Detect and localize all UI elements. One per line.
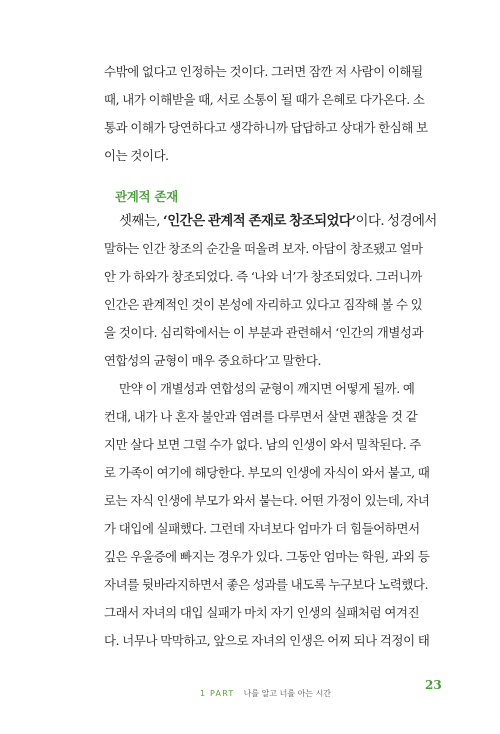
page-number: 23	[425, 678, 442, 692]
body-paragraph-3	[104, 382, 440, 662]
lead-bold-statement: ‘인간은 관계적 존재로 창조되었다’	[163, 213, 356, 229]
footer-part-label: 1 PART	[200, 689, 235, 698]
paragraph-line: 로는 자식 인생에 부모가 와서 붙는다. 어떤 가정이 있는데, 자녀	[104, 493, 430, 508]
paragraph-line: 안 가 하와가 창조되었다. 즉 ‘나와 너’가 창조되었다. 그러니까	[104, 269, 422, 284]
paragraph-line: 컨대, 내가 나 혼자 불안과 염려를 다루면서 살면 괜찮을 것 같	[104, 409, 418, 424]
paragraph-line: 자녀를 뒷바라지하면서 좋은 성과를 내도록 누구보다 노력했다.	[104, 577, 429, 592]
lead-suffix: 이다. 성경에서	[355, 214, 437, 229]
lead-line	[104, 214, 440, 228]
paragraph-line: 이는 것이다.	[104, 148, 169, 163]
paragraph-line: 만약 이 개별성과 연합성의 균형이 깨지면 어떻게 될까. 예	[119, 381, 415, 396]
paragraph-line: 로 가족이 여기에 해당한다. 부모의 인생에 자식이 와서 붙고, 때	[104, 465, 430, 480]
paragraph-line: 깊은 우울증에 빠지는 경우가 있다. 그동안 엄마는 학원, 과외 등	[104, 549, 430, 564]
paragraph-line: 지만 살다 보면 그럴 수가 없다. 남의 인생이 와서 밀착된다. 주	[104, 437, 421, 452]
paragraph-line: 그래서 자녀의 대입 실패가 마치 자기 인생의 실패처럼 여겨진	[104, 605, 420, 620]
paragraph-line: 통과 이해가 당연하다고 생각하니까 답답하고 상대가 한심해 보	[104, 120, 428, 135]
paragraph-line: 을 것이다. 심리학에서는 이 부분과 관련해서 ‘인간의 개별성과	[104, 325, 424, 340]
section-heading: 관계적 존재	[115, 189, 178, 204]
body-paragraph-1	[104, 65, 440, 177]
paragraph-line: 수밖에 없다고 인정하는 것이다. 그러면 잠깐 저 사람이 이해될	[104, 64, 423, 79]
body-paragraph-2	[104, 214, 440, 382]
paragraph-line: 때, 내가 이해받을 때, 서로 소통이 될 때가 은혜로 다가온다. 소	[104, 92, 425, 107]
footer-part-title: 나를 알고 너를 아는 시간	[243, 689, 332, 698]
paragraph-line: 연합성의 균형이 매우 중요하다’고 말한다.	[104, 353, 322, 368]
paragraph-line: 다. 너무나 막막하고, 앞으로 자녀의 인생은 어찌 되나 걱정이 태	[104, 633, 430, 648]
paragraph-line: 인간은 관계적인 것이 본성에 자리하고 있다고 짐작해 볼 수 있	[104, 297, 423, 312]
running-footer	[200, 681, 332, 698]
lead-prefix: 셋째는,	[119, 214, 164, 229]
paragraph-line: 말하는 인간 창조의 순간을 떠올려 보자. 아담이 창조됐고 얼마	[104, 241, 423, 256]
paragraph-line: 가 대입에 실패했다. 그런데 자녀보다 엄마가 더 힘들어하면서	[104, 521, 420, 536]
